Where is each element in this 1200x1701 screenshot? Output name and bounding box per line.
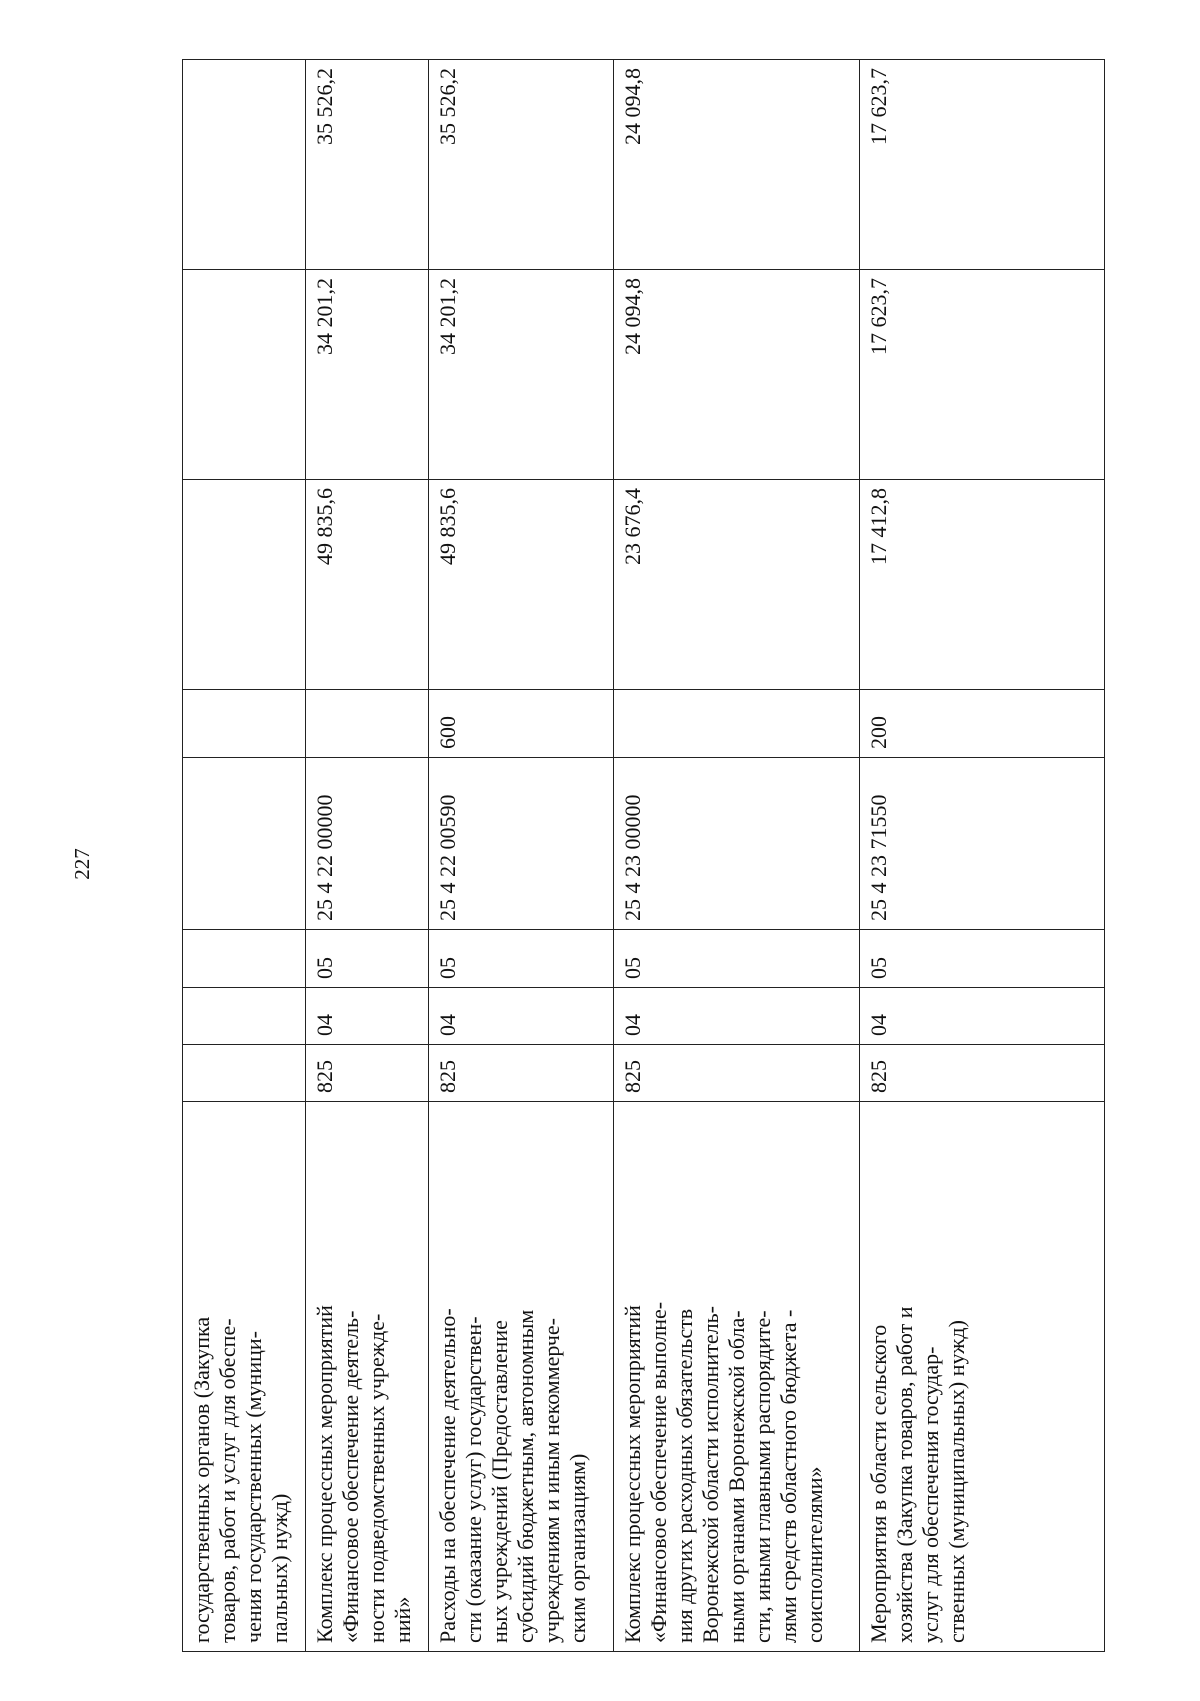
- row-vr: 600: [429, 690, 614, 758]
- row-pr: [183, 930, 306, 988]
- row-sum-1: 49 835,6: [429, 480, 614, 690]
- page-number: 227: [70, 848, 94, 880]
- row-sum-3: 35 526,2: [306, 60, 429, 270]
- row-vr: 200: [860, 690, 1105, 758]
- row-pr: 05: [860, 930, 1105, 988]
- row-vr: [183, 690, 306, 758]
- row-pr: 05: [306, 930, 429, 988]
- table-row: [860, 60, 1105, 1652]
- row-grbs: 825: [429, 1045, 614, 1102]
- row-csr: 25 4 23 71550: [860, 758, 1105, 930]
- row-csr: 25 4 22 00000: [306, 758, 429, 930]
- row-sum-3: 17 623,7: [860, 60, 1105, 270]
- row-name: Комплекс процессных мероприятий «Финансовое обеспечение деятель- ности подведомственных учрежде- ний»: [306, 1102, 429, 1652]
- row-rz: 04: [614, 988, 860, 1045]
- row-csr: 25 4 22 00590: [429, 758, 614, 930]
- row-csr: [183, 758, 306, 930]
- row-vr: [614, 690, 860, 758]
- row-pr: 05: [429, 930, 614, 988]
- row-sum-3: [183, 60, 306, 270]
- table-row: [306, 60, 429, 1652]
- row-grbs: 825: [306, 1045, 429, 1102]
- table-row: [614, 60, 860, 1652]
- row-rz: 04: [429, 988, 614, 1045]
- row-rz: 04: [306, 988, 429, 1045]
- row-sum-2: [183, 270, 306, 480]
- row-sum-3: 35 526,2: [429, 60, 614, 270]
- row-name: Комплекс процессных мероприятий «Финансовое обеспечение выполне- ния других расходных обязательств Воронежской области исполнитель- ными органами Воронежской обла- сти, иными главными распорядите- лями средств областного бюджета - соисполнителями»: [614, 1102, 860, 1652]
- table-row: [183, 60, 306, 1652]
- row-grbs: 825: [860, 1045, 1105, 1102]
- row-vr: [306, 690, 429, 758]
- row-pr: 05: [614, 930, 860, 988]
- row-sum-2: 34 201,2: [429, 270, 614, 480]
- row-grbs: [183, 1045, 306, 1102]
- row-sum-1: 23 676,4: [614, 480, 860, 690]
- row-sum-1: 49 835,6: [306, 480, 429, 690]
- row-sum-3: 24 094,8: [614, 60, 860, 270]
- row-name: государственных органов (Закупка товаров, работ и услуг для обеспе- чения государственных (муници- пальных) нужд): [183, 1102, 306, 1652]
- row-sum-1: 17 412,8: [860, 480, 1105, 690]
- table-row: [429, 60, 614, 1652]
- row-sum-2: 24 094,8: [614, 270, 860, 480]
- budget-table: [182, 59, 1105, 1652]
- row-sum-1: [183, 480, 306, 690]
- row-csr: 25 4 23 00000: [614, 758, 860, 930]
- rotated-page-content: [182, 60, 1104, 1652]
- row-name: Расходы на обеспечение деятельно- сти (оказание услуг) государствен- ных учреждений (Предоставление субсидий бюджетным, автономным учреждениям и иным некоммерче- ским организациям): [429, 1102, 614, 1652]
- row-grbs: 825: [614, 1045, 860, 1102]
- row-rz: 04: [860, 988, 1105, 1045]
- row-sum-2: 17 623,7: [860, 270, 1105, 480]
- row-sum-2: 34 201,2: [306, 270, 429, 480]
- row-rz: [183, 988, 306, 1045]
- row-name: Мероприятия в области сельского хозяйства (Закупка товаров, работ и услуг для обеспечения государ- ственных (муниципальных) нужд): [860, 1102, 1105, 1652]
